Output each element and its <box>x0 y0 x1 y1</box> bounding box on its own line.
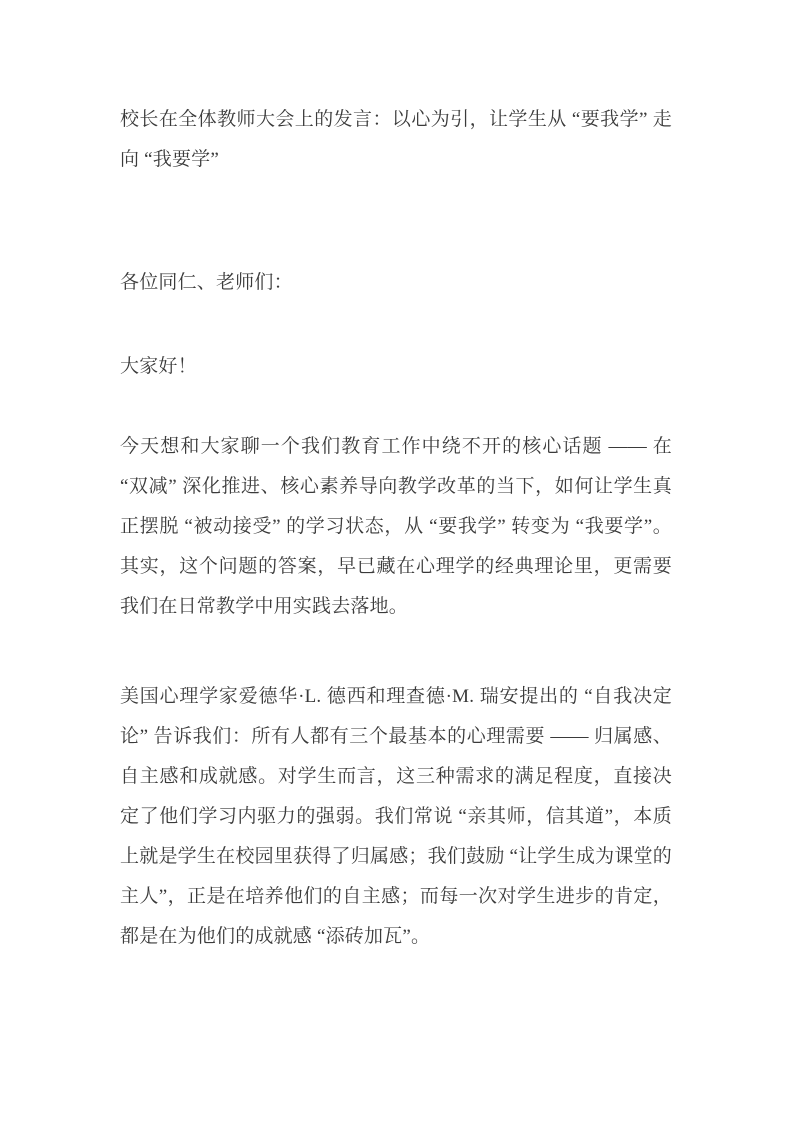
paragraph-theory: 美国心理学家爱德华·L. 德西和理查德·M. 瑞安提出的 “自我决定论” 告诉我们：所有人都有三个最基本的心理需要 —— 归属感、自主感和成就感。对学生而言，这三种需求的满足程度，直接决定了他们学习内驱力的强弱。我们常说 “亲其师，信其道”，本质上就是学生在校园里获得了归属感；我们鼓励 “让学生成为课堂的主人”，正是在培养他们的自主感；而每一次对学生进步的肯定，都是在为他们的成就感 “添砖加瓦”。 <box>120 686 672 947</box>
paragraph-salutation: 各位同仁、老师们： <box>120 272 293 293</box>
paragraph-greeting: 大家好！ <box>120 356 197 377</box>
paragraph-intro: 今天想和大家聊一个我们教育工作中绕不开的核心话题 —— 在 “双减” 深化推进、核心素养导向教学改革的当下，如何让学生真正摆脱 “被动接受” 的学习状态，从 “要我学” 转变为 “我要学”。其实，这个问题的答案，早已藏在心理学的经典理论里，更需要我们在日常教学中用实践去落地。 <box>120 436 672 617</box>
document-title: 校长在全体教师大会上的发言：以心为引，让学生从 “要我学” 走向 “我要学” <box>120 109 672 170</box>
